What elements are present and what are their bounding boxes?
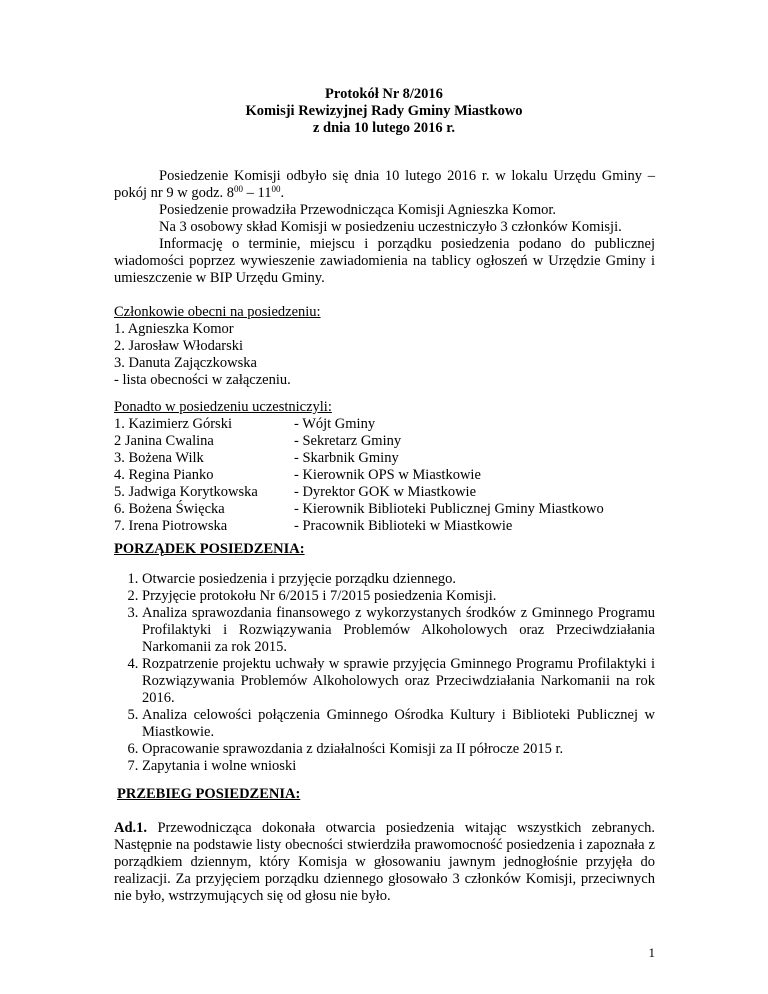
protocol-title: Protokół Nr 8/2016 (325, 86, 443, 102)
agenda-item: 5. Analiza celowości połączenia Gminnego Ośrodka Kultury i Biblioteki Publicznej w Miastkowie. (142, 707, 655, 741)
agenda-item: 7. Zapytania i wolne wnioski (142, 758, 655, 775)
agenda-item: 3. Analiza sprawozdania finansowego z wykorzystanych środków z Gminnego Programu Profilaktyki i Rozwiązywania Problemów Alkoholowych oraz Przeciwdziałania Narkomanii za rok 2015. (142, 605, 655, 656)
guest-role: - Dyrektor GOK w Miastkowie (294, 484, 477, 500)
agenda-item: 6. Opracowanie sprawozdania z działalności Komisji za II półrocze 2015 r. (142, 741, 655, 758)
guest-name: 6. Bożena Święcka (114, 501, 225, 517)
proceedings-section (114, 820, 655, 905)
attendance-note: - lista obecności w załączeniu. (114, 372, 291, 388)
guest-role: - Sekretarz Gminy (294, 433, 402, 449)
agenda-item: 2. Przyjęcie protokołu Nr 6/2015 i 7/2015 posiedzenia Komisji. (142, 588, 655, 605)
ad1-text: Przewodnicząca dokonała otwarcia posiedzenia witając wszystkich zebranych. Następnie na podstawie listy obecności stwierdziła prawomocność posiedzenia i zapoznała z porządkiem dziennym, który Komisja w głosowaniu jawnym jednogłośnie przyjęła do realizacji. Za przyjęciem porządku dziennego głosowało 3 członków Komisji, przeciwnych nie było, wstrzymujących się od głosu nie było. (114, 820, 655, 904)
guest-row (114, 416, 655, 433)
guest-name: 3. Bożena Wilk (114, 450, 204, 466)
member-item: 3. Danuta Zajączkowska (114, 355, 257, 371)
guest-role: - Pracownik Biblioteki w Miastkowie (294, 518, 513, 534)
guest-row (114, 467, 655, 484)
guest-row (114, 433, 655, 450)
guest-row (114, 518, 655, 535)
page-number: 1 (648, 945, 655, 960)
proceedings-heading: PRZEBIEG POSIEDZENIA: (117, 786, 301, 802)
guests-heading: Ponadto w posiedzeniu uczestniczyli: (114, 399, 332, 415)
agenda-item: 4. Rozpatrzenie projektu uchwały w sprawie przyjęcia Gminnego Programu Profilaktyki i Rozwiązywania Problemów Alkoholowych oraz Przeciwdziałania Narkomanii na rok 2016. (142, 656, 655, 707)
intro-paragraph-4: Informację o terminie, miejscu i porządku posiedzenia podano do publicznej wiadomości poprzez wywieszenie zawiadomienia na tablicy ogłoszeń w Urzędzie Gminy i umieszczenie w BIP Urzędu Gminy. (114, 236, 655, 286)
guest-role: - Skarbnik Gminy (294, 450, 399, 466)
intro-paragraph-1: Posiedzenie Komisji odbyło się dnia 10 lutego 2016 r. w lokalu Urzędu Gminy – pokój nr 9 w godz. $8^{00} - 11^{00}$. (114, 168, 655, 201)
member-item: 2. Jarosław Włodarski (114, 338, 243, 354)
ad1-paragraph (114, 820, 655, 905)
committee-name: Komisji Rewizyjnej Rady Gminy Miastkowo (245, 103, 523, 119)
guest-name: 7. Irena Piotrowska (114, 518, 228, 534)
members-heading: Członkowie obecni na posiedzeniu: (114, 304, 321, 320)
member-item: 1. Agnieszka Komor (114, 321, 234, 337)
guest-row (114, 450, 655, 467)
guest-name: 4. Regina Pianko (114, 467, 214, 483)
agenda-section (114, 571, 655, 775)
guest-role: - Wójt Gminy (294, 416, 376, 432)
guest-role: - Kierownik Biblioteki Publicznej Gminy Miastkowo (294, 501, 604, 517)
guest-row (114, 484, 655, 501)
agenda-list (114, 571, 655, 775)
intro-paragraph-3: Na 3 osobowy skład Komisji w posiedzeniu uczestniczyło 3 członków Komisji. (159, 219, 622, 235)
guest-role: - Kierownik OPS w Miastkowie (294, 467, 481, 483)
intro-section (114, 168, 655, 287)
ad1-label: Ad.1. (114, 820, 148, 836)
members-section (114, 304, 655, 389)
intro-paragraph-2: Posiedzenie prowadziła Przewodnicząca Komisji Agnieszka Komor. (159, 202, 557, 218)
protocol-date: z dnia 10 lutego 2016 r. (312, 120, 456, 136)
guest-name: 5. Jadwiga Korytkowska (114, 484, 258, 500)
guest-name: 2 Janina Cwalina (114, 433, 214, 449)
guests-section (114, 399, 655, 535)
guest-name: 1. Kazimierz Górski (114, 416, 232, 432)
agenda-heading: PORZĄDEK POSIEDZENIA: (114, 541, 305, 557)
agenda-item: 1. Otwarcie posiedzenia i przyjęcie porządku dziennego. (142, 571, 655, 588)
guest-row (114, 501, 655, 518)
